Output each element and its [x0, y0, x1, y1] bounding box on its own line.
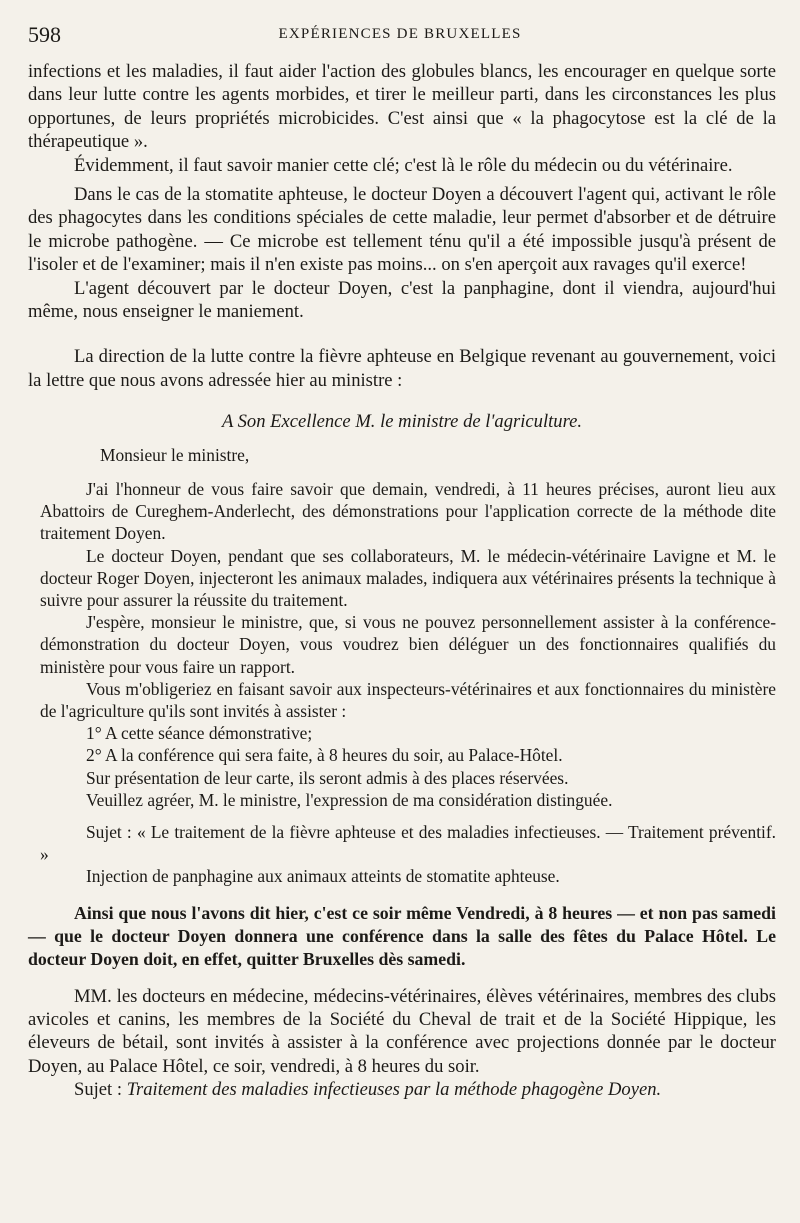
paragraph-2: Évidemment, il faut savoir manier cette clé; c'est là le rôle du médecin ou du vétérinaire.: [74, 154, 733, 176]
letter-paragraph-5: Sur présentation de leur carte, ils seront admis à des places réservées.: [86, 767, 569, 788]
letter-address: A Son Excellence M. le ministre de l'agriculture.: [221, 411, 583, 433]
letter-closing: Veuillez agréer, M. le ministre, l'expression de ma considération distinguée.: [86, 789, 613, 810]
paragraph-3: Dans le cas de la stomatite aphteuse, le docteur Doyen a découvert l'agent qui, activant le rôle des phagocytes dans les conditions spéciales de cette maladie, leur permet d'absorber et de détruire le microbe pathogène. — Ce microbe est tellement ténu qu'il a été impossible jusqu'à présent de l'isoler et de l'examiner; mais il n'en existe pas moins... on s'en aperçoit aux ravages qu'il exerce!: [28, 184, 776, 276]
page-header: [28, 22, 772, 52]
page-body: [28, 60, 776, 1102]
letter-paragraph-2: Le docteur Doyen, pendant que ses collaborateurs, M. le médecin-vétérinaire Lavigne et M. le docteur Roger Doyen, injecteront les animaux malades, indiquera aux vétérinaires présents la technique à suivre pour assurer la réussite du traitement.: [40, 545, 776, 610]
final-sujet-label: Sujet :: [74, 1079, 123, 1101]
announcement-block: [28, 902, 776, 971]
letter-injection: Injection de panphagine aux animaux atteints de stomatite aphteuse.: [86, 866, 560, 887]
letter-list-item-2: 2° A la conférence qui sera faite, à 8 heures du soir, au Palace-Hôtel.: [86, 745, 563, 766]
paragraph-4: L'agent découvert par le docteur Doyen, c'est la panphagine, dont il viendra, aujourd'hui même, nous enseigner le maniement.: [28, 277, 776, 323]
letter-paragraph-3: J'espère, monsieur le ministre, que, si vous ne pouvez personnellement assister à la conférence-démonstration du docteur Doyen, vous voudrez bien déléguer un des fonctionnaires qualifiés du ministère pour vous faire un rapport.: [40, 612, 776, 677]
letter-body: [28, 444, 776, 888]
final-sujet: [28, 1078, 776, 1101]
announcement-paragraph: Ainsi que nous l'avons dit hier, c'est ce soir même Vendredi, à 8 heures — et non pas samedi — que le docteur Doyen donnera une conférence dans la salle des fêtes du Palace Hôtel. Le docteur Doyen doit, en effet, quitter Bruxelles dès samedi.: [28, 902, 776, 969]
page-number: 598: [28, 22, 61, 47]
letter-sujet: Sujet : « Le traitement de la fièvre aphteuse et des maladies infectieuses. — Traitement préventif. »: [40, 821, 776, 865]
letter-paragraph-4: Vous m'obligeriez en faisant savoir aux inspecteurs-vétérinaires et aux fonctionnaires du ministère de l'agriculture qu'ils sont invités à assister :: [40, 678, 776, 721]
letter-paragraph-1: J'ai l'honneur de vous faire savoir que demain, vendredi, à 11 heures précises, auront lieu aux Abattoirs de Cureghem-Anderlecht, des démonstrations pour l'application correcte de la méthode dite traitement Doyen.: [40, 478, 776, 544]
running-title: EXPÉRIENCES DE BRUXELLES: [278, 26, 522, 42]
letter-list-item-1: 1° A cette séance démonstrative;: [86, 723, 313, 744]
final-sujet-text: Traitement des maladies infectieuses par la méthode phagogène Doyen.: [126, 1079, 662, 1101]
invitation-paragraph: MM. les docteurs en médecine, médecins-vétérinaires, élèves vétérinaires, membres des clubs avicoles et canins, les membres de la Société du Cheval de trait et de la Société Hippique, les éleveurs de bétail, sont invités à assister à la conférence avec projections donnée par le docteur Doyen, au Palace Hôtel, ce soir, vendredi, à 8 heures du soir.: [28, 985, 776, 1077]
letter-salutation: Monsieur le ministre,: [100, 444, 250, 465]
paragraph-5: La direction de la lutte contre la fièvre aphteuse en Belgique revenant au gouvernement, voici la lettre que nous avons adressée hier au ministre :: [28, 346, 776, 391]
paragraph-1: infections et les maladies, il faut aider l'action des globules blancs, les encourager en quelque sorte dans leur lutte contre les agents morbides, et tirer le meilleur parti, dans les circonstances les plus opportunes, de leurs propriétés microbicides. C'est ainsi que « la phagocytose est la clé de la thérapeutique ».: [28, 61, 776, 153]
